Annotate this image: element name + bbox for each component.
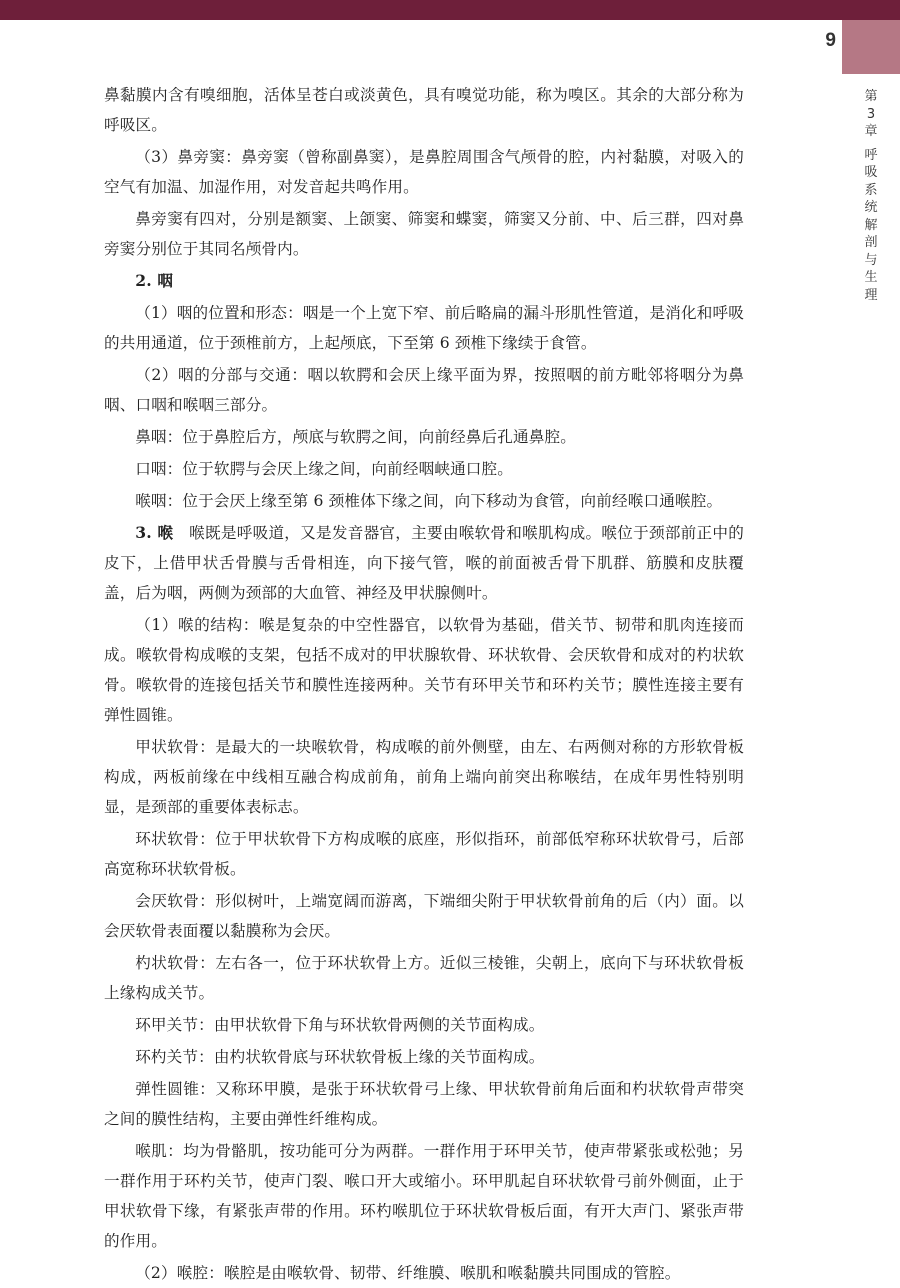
paragraph: 喉肌：均为骨骼肌，按功能可分为两群。一群作用于环甲关节，使声带紧张或松弛；另一群作用于环杓关节，使声门裂、喉口开大或缩小。环甲肌起自环状软骨弓前外侧面，止于甲状软骨下缘，有紧张声带的作用。环杓喉肌位于环状软骨板后面，有开大声门、紧张声带的作用。 — [104, 1142, 744, 1250]
chapter-char: 吸 — [864, 165, 878, 180]
paragraph: 甲状软骨：是最大的一块喉软骨，构成喉的前外侧壁，由左、右两侧对称的方形软骨板构成，两板前缘在中线相互融合构成前角，前角上端向前突出称喉结，在成年男性特别明显，是颈部的重要体表标志。 — [104, 738, 744, 816]
paragraph: （2）咽的分部与交通：咽以软腭和会厌上缘平面为界，按照咽的前方毗邻将咽分为鼻咽、口咽和喉咽三部分。 — [104, 366, 744, 414]
paragraph: 环状软骨：位于甲状软骨下方构成喉的底座，形似指环，前部低窄称环状软骨弓，后部高宽称环状软骨板。 — [104, 830, 744, 878]
paragraph: 杓状软骨：左右各一，位于环状软骨上方。近似三棱锥，尖朝上，底向下与环状软骨板上缘构成关节。 — [104, 954, 744, 1002]
chapter-char: 与 — [864, 252, 878, 268]
chapter-side-label — [843, 88, 899, 304]
body-text — [104, 80, 744, 1288]
top-color-bar — [0, 0, 900, 20]
page-corner-tab — [842, 20, 900, 74]
paragraph: 鼻咽：位于鼻腔后方，颅底与软腭之间，向前经鼻后孔通鼻腔。 — [135, 428, 577, 446]
chapter-char: 生 — [864, 270, 878, 285]
section-heading-pharynx: 2. 咽 — [135, 271, 174, 290]
paragraph: （3）鼻旁窦：鼻旁窦（曾称副鼻窦），是鼻腔周围含气颅骨的腔，内衬黏膜，对吸入的空气有加温、加湿作用，对发音起共鸣作用。 — [104, 148, 744, 196]
paragraph: 口咽：位于软腭与会厌上缘之间，向前经咽峡通口腔。 — [135, 460, 514, 478]
paragraph: 鼻黏膜内含有嗅细胞，活体呈苍白或淡黄色，具有嗅觉功能，称为嗅区。其余的大部分称为呼吸区。 — [104, 86, 744, 134]
chapter-char: 理 — [864, 287, 878, 303]
chapter-char: 3 — [866, 106, 876, 122]
paragraph: （2）喉腔：喉腔是由喉软骨、韧带、纤维膜、喉肌和喉黏膜共同围成的管腔。 — [135, 1264, 681, 1282]
paragraph: 弹性圆锥：又称环甲膜，是张于环状软骨弓上缘、甲状软骨前角后面和杓状软骨声带突之间的膜性结构，主要由弹性纤维构成。 — [104, 1080, 744, 1128]
paragraph: 鼻旁窦有四对，分别是额窦、上颌窦、筛窦和蝶窦，筛窦又分前、中、后三群，四对鼻旁窦分别位于其同名颅骨内。 — [104, 210, 744, 258]
paragraph-larynx — [104, 518, 744, 608]
chapter-char: 第 — [864, 89, 878, 104]
chapter-char: 系 — [864, 182, 878, 198]
paragraph: 环甲关节：由甲状软骨下角与环状软骨两侧的关节面构成。 — [135, 1016, 545, 1034]
chapter-char: 剖 — [864, 235, 878, 250]
paragraph-text: 喉既是呼吸道，又是发音器官，主要由喉软骨和喉肌构成。喉位于颈部前正中的皮下，上借甲状舌骨膜与舌骨相连，向下接气管，喉的前面被舌骨下肌群、筋膜和皮肤覆盖，后为咽，两侧为颈部的大血管、神经及甲状腺侧叶。 — [104, 524, 744, 602]
paragraph: 环杓关节：由杓状软骨底与环状软骨板上缘的关节面构成。 — [135, 1048, 545, 1066]
page-number: 9 — [825, 30, 836, 51]
chapter-char: 章 — [864, 124, 878, 139]
paragraph: （1）咽的位置和形态：咽是一个上宽下窄、前后略扁的漏斗形肌性管道，是消化和呼吸的共用通道，位于颈椎前方，上起颅底，下至第 6 颈椎下缘续于食管。 — [104, 304, 744, 352]
chapter-char: 统 — [864, 200, 878, 215]
chapter-char: 呼 — [864, 147, 878, 163]
section-heading-larynx: 3. 喉 — [135, 523, 174, 542]
paragraph: 喉咽：位于会厌上缘至第 6 颈椎体下缘之间，向下移动为食管，向前经喉口通喉腔。 — [135, 492, 723, 510]
chapter-char: 解 — [864, 217, 878, 233]
paragraph: 会厌软骨：形似树叶，上端宽阔而游离，下端细尖附于甲状软骨前角的后（内）面。以会厌软骨表面覆以黏膜称为会厌。 — [104, 892, 744, 940]
paragraph: （1）喉的结构：喉是复杂的中空性器官，以软骨为基础，借关节、韧带和肌肉连接而成。喉软骨构成喉的支架，包括不成对的甲状腺软骨、环状软骨、会厌软骨和成对的杓状软骨。喉软骨的连接包括关节和膜性连接两种。关节有环甲关节和环杓关节；膜性连接主要有弹性圆锥。 — [104, 616, 744, 724]
